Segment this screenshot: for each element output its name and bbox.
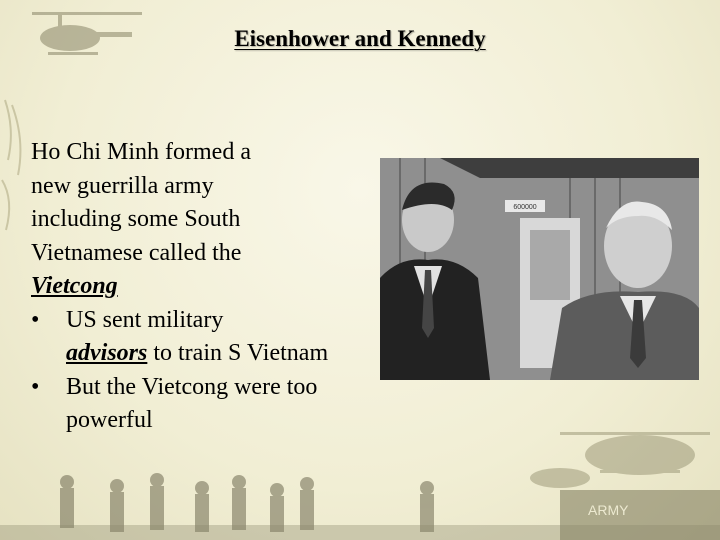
slide-body <box>31 136 351 438</box>
slide-title: Eisenhower and Kennedy <box>234 26 486 51</box>
bullet-text: to train S Vietnam <box>147 340 329 366</box>
bullet-text: But the Vietcong were too powerful <box>66 373 318 433</box>
bullet-item <box>31 304 351 371</box>
intro-line: Ho Chi Minh formed a <box>31 139 251 165</box>
bullet-icon: • <box>31 373 40 400</box>
advisors-term: advisors <box>66 340 148 366</box>
bullet-text: US sent military <box>66 306 224 333</box>
photo-eisenhower-kennedy <box>380 158 699 380</box>
intro-paragraph <box>31 136 351 304</box>
foliage-art <box>2 100 20 230</box>
bullet-item <box>31 371 351 438</box>
intro-line: Vietnamese called the <box>31 239 242 266</box>
vehicle-text: ARMY <box>588 502 629 518</box>
intro-line: new guerrilla army <box>31 172 214 199</box>
soldiers-silhouette-art <box>60 473 434 532</box>
bullet-list <box>31 304 351 438</box>
bullet-icon: • <box>31 306 40 333</box>
vietcong-term: Vietcong <box>31 273 118 299</box>
photo-sign-text: 600000 <box>513 204 537 211</box>
intro-line: including some South <box>31 206 241 232</box>
helicopter-group-icon <box>530 432 710 488</box>
